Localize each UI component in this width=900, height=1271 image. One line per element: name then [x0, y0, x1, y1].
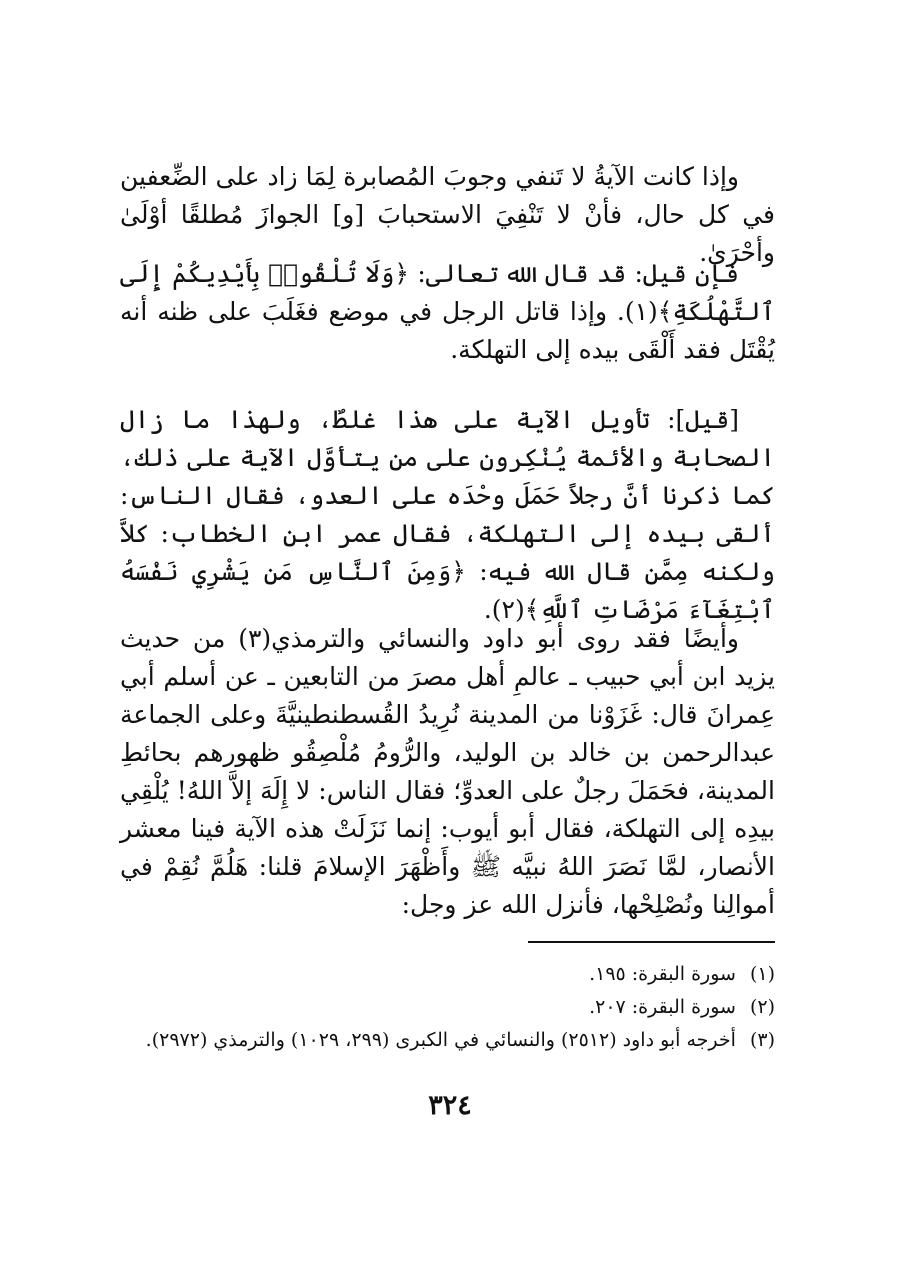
footnote-2 — [115, 991, 775, 1024]
paragraph-1: وإذا كانت الآيةُ لا تَنفي وجوبَ المُصابرة لِمَا زاد على الضِّعفين في كل حال، فأنْ لا تَنْفِيَ الاستحبابَ [و] الجوازَ مُطلقًا أوْلَىٰ وأحْرَىٰ. — [120, 162, 775, 267]
footnote-text: سورة البقرة: ١٩٥. — [589, 963, 736, 985]
footnote-text: أخرجه أبو داود (٢٥١٢) والنسائي في الكبرى (٢٩٩، ١٠٢٩) والترمذي (٢٩٧٢). — [145, 1029, 736, 1051]
footnote-divider — [528, 941, 775, 943]
paragraph-2: فإن قيل: قد قال الله تعالى: ﴿وَلَا تُلْقُوا۟ بِأَيْدِيكُمْ إِلَى ٱلتَّهْلُكَةِ﴾(١). وإذا قاتل الرجل في موضع فغَلَبَ على ظنه أنه يُقْتَل فقد أَلْقَى بيده إلى التهلكة. — [120, 259, 775, 364]
paragraph-4: وأيضًا فقد روى أبو داود والنسائي والترمذي(٣) من حديث يزيد ابن أبي حبيب ـ عالمِ أهل مصرَ من التابعين ـ عن أسلم أبي عِمرانَ قال: غَزَوْنا من المدينة نُرِيدُ القُسطنطينيَّةَ وعلى الجماعة عبدالرحمن بن خالد بن الوليد، والرُّومُ مُلْصِقُو ظهورهم بحائطِ المدينة، فحَمَلَ رجلٌ على العدوِّ؛ فقال الناس: لا إِلَهَ إلاَّ اللهُ! يُلْقِي بيدِه إلى التهلكة، فقال أبو أيوب: إنما نَزَلَتْ هذه الآية فينا معشر الأنصار، لمَّا نَصَرَ اللهُ نبيَّه ﷺ وأَظْهَرَ الإسلامَ قلنا: هَلُمَّ نُقِمْ في أموالِنا ونُصْلِحْها، فأنزل الله عز وجل: — [120, 624, 775, 919]
footnote-number: (٣) — [749, 1029, 775, 1051]
footnote-number: (٢) — [749, 996, 775, 1018]
footnote-1 — [115, 958, 775, 991]
footnote-number: (١) — [749, 963, 775, 985]
paragraph-3: [قيل]: تأويل الآية على هذا غلطٌ، ولهذا ما زال الصحابة والأئمة يُنْكِرون على من يتأوَّل الآية على ذلك، كما ذكرنا أنَّ رجلاً حَمَلَ وحْدَه على العدو، فقال الناس: ألقى بيده إلى التهلكة، فقال عمر ابن الخطاب: كلاَّ ولكنه مِمَّن قال الله فيه: ﴿وَمِنَ ٱلنَّاسِ مَن يَشْرِي نَفْسَهُ ٱبْتِغَآءَ مَرْضَاتِ ٱللَّهِ﴾(٢). — [120, 405, 775, 624]
footnote-text: سورة البقرة: ٢٠٧. — [589, 996, 736, 1018]
footnotes — [115, 958, 775, 1057]
footnote-3 — [115, 1024, 775, 1057]
page-number: ٣٢٤ — [428, 1090, 472, 1121]
